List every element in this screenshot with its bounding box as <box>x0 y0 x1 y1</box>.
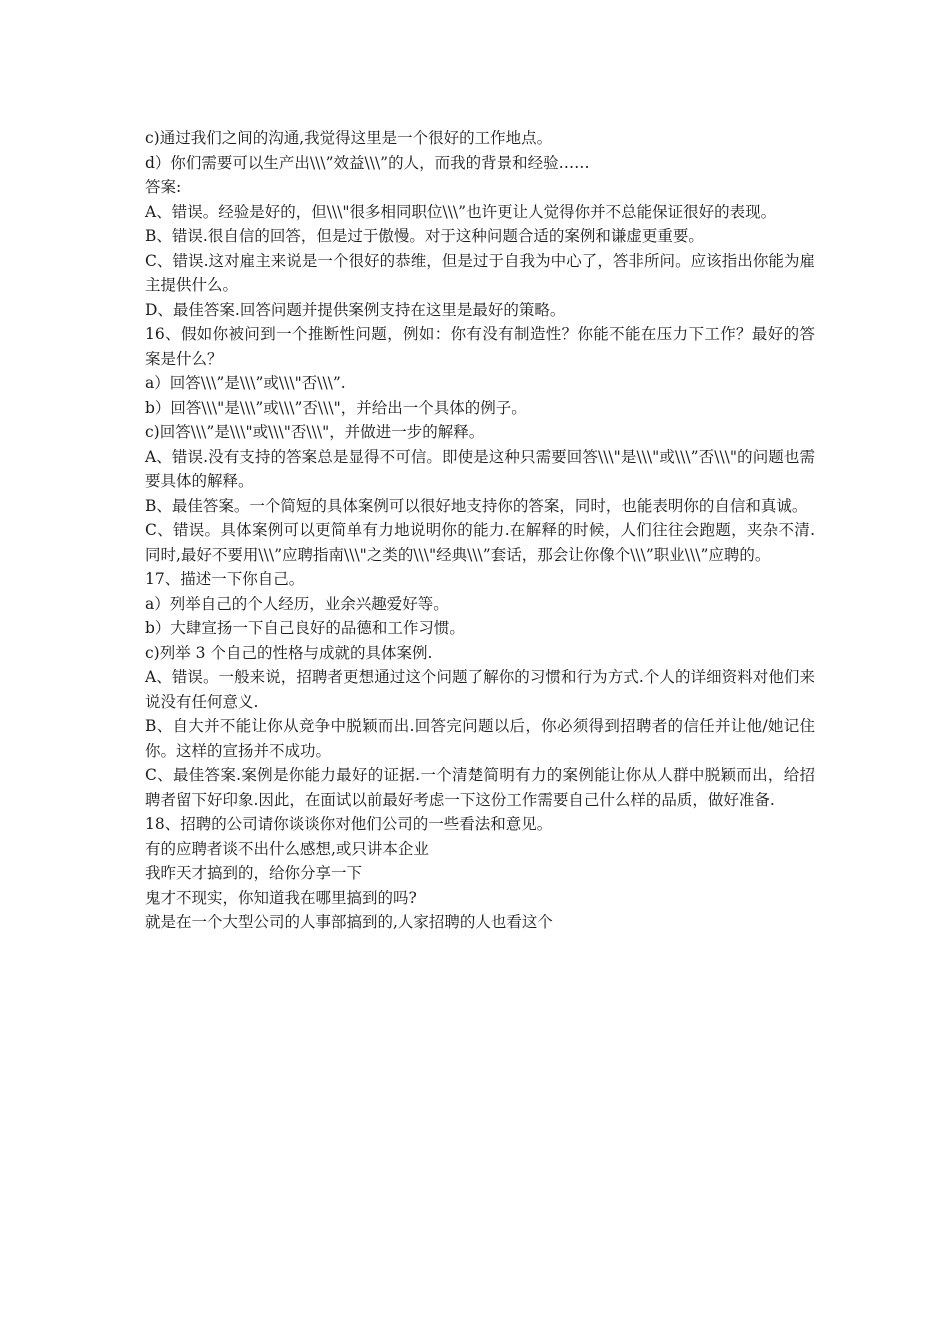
question-18: 18、招聘的公司请你谈谈你对他们公司的一些看法和意见。 <box>145 815 553 833</box>
paragraph: A、错误.没有支持的答案总是显得不可信。即使是这种只需要回答\\\"是\\\"或\\\”否\\\"的问题也需要具体的解释。 <box>145 447 815 490</box>
paragraph: c)通过我们之间的沟通,我觉得这里是一个很好的工作地点。 <box>145 129 553 147</box>
document-page <box>145 126 815 935</box>
question-16: 16、假如你被问到一个推断性问题，例如：你有没有制造性？你能不能在压力下工作？最好的答案是什么？ <box>145 325 815 368</box>
paragraph: D、最佳答案.回答问题并提供案例支持在这里是最好的策略。 <box>145 300 566 319</box>
paragraph: C、错误.这对雇主来说是一个很好的恭维，但是过于自我为中心了，答非所问。应该指出你能为雇主提供什么。 <box>145 251 815 294</box>
paragraph: c)列举 3 个自己的性格与成就的具体案例. <box>145 643 433 662</box>
paragraph: C、错误。具体案例可以更简单有力地说明你的能力.在解释的时候，人们往往会跑题，夹杂不清.同时,最好不要用\\\”应聘指南\\\"之类的\\\"经典\\\”套话，那会让你像个\\\”职业\\\”应聘的。 <box>145 521 815 564</box>
paragraph: a）回答\\\”是\\\”或\\\"否\\\”. <box>145 374 346 392</box>
paragraph: B、自大并不能让你从竞争中脱颖而出.回答完问题以后，你必须得到招聘者的信任并让他/她记住你。这样的宣扬并不成功。 <box>145 717 815 760</box>
answer-heading: 答案: <box>145 178 182 196</box>
paragraph: a）列举自己的个人经历，业余兴趣爱好等。 <box>145 594 449 613</box>
paragraph: A、错误。经验是好的，但\\\"很多相同职位\\\”也许更让人觉得你并不总能保证很好的表现。 <box>145 202 777 221</box>
paragraph: C、最佳答案.案例是你能力最好的证据.一个清楚简明有力的案例能让你从人群中脱颖而出，给招聘者留下好印象.因此，在面试以前最好考虑一下这份工作需要自己什么样的品质，做好准备. <box>145 766 815 809</box>
paragraph: 我昨天才搞到的，给你分享一下 <box>145 864 363 882</box>
paragraph: A、错误。一般来说，招聘者更想通过这个问题了解你的习惯和行为方式.个人的详细资料对他们来说没有任何意义. <box>145 668 815 711</box>
paragraph: b）大肆宣扬一下自己良好的品德和工作习惯。 <box>145 619 465 637</box>
paragraph: d）你们需要可以生产出\\\”效益\\\”的人，而我的背景和经验…… <box>145 153 590 172</box>
paragraph: B、最佳答案。一个简短的具体案例可以很好地支持你的答案，同时，也能表明你的自信和真诚。 <box>145 496 808 515</box>
question-17: 17、描述一下你自己。 <box>145 570 305 588</box>
paragraph: B、错误.很自信的回答，但是过于傲慢。对于这种问题合适的案例和谦虚更重要。 <box>145 227 704 245</box>
paragraph: 鬼才不现实，你知道我在哪里搞到的吗? <box>145 888 417 907</box>
paragraph: 就是在一个大型公司的人事部搞到的,人家招聘的人也看这个 <box>145 913 553 931</box>
paragraph: 有的应聘者谈不出什么感想,或只讲本企业 <box>145 839 429 858</box>
paragraph: c)回答\\\”是\\\"或\\\"否\\\"，并做进一步的解释。 <box>145 423 485 441</box>
paragraph: b）回答\\\"是\\\”或\\\”否\\\"，并给出一个具体的例子。 <box>145 398 527 417</box>
